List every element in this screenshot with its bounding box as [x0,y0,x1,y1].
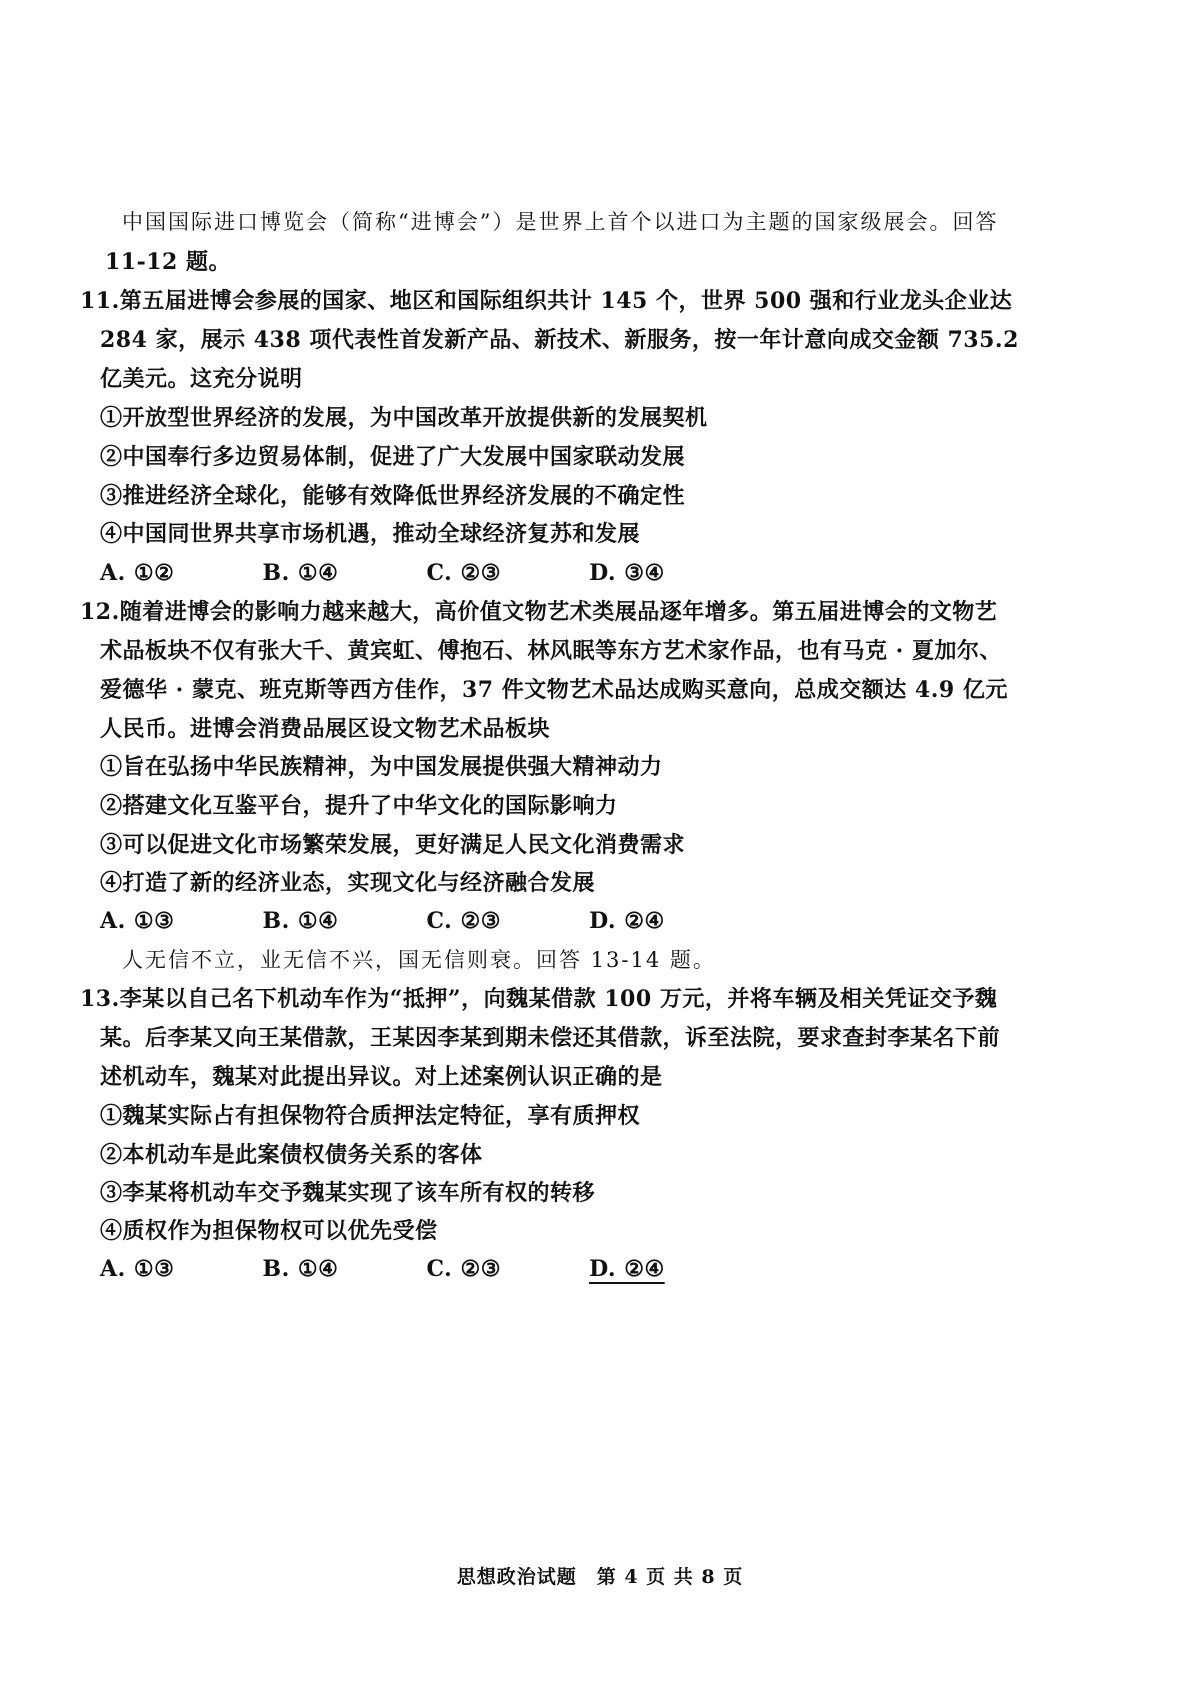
q11-stem-line-1: 11.第五届进博会参展的国家、地区和国际组织共计 145 个，世界 500 强和行业龙头企业达 [80,288,1013,314]
q13-stem-line-3: 述机动车，魏某对此提出异议。对上述案例认识正确的是 [100,1064,663,1090]
q11-stem-line-3: 亿美元。这充分说明 [100,366,303,392]
q13-statement-1: ①魏某实际占有担保物符合质押法定特征，享有质押权 [100,1103,641,1129]
q12-statement-2: ②搭建文化互鉴平台，提升了中华文化的国际影响力 [100,793,618,819]
q13-stem-line-1: 13.李某以自己名下机动车作为“抵押”，向魏某借款 100 万元，并将车辆及相关凭证交予魏 [80,986,998,1012]
q12-statement-1: ①旨在弘扬中华民族精神，为中国发展提供强大精神动力 [100,754,663,780]
q11-option-b[interactable]: B. ①④ [262,560,339,586]
q13-option-a[interactable]: A. ①③ [100,1256,175,1282]
q12-option-a[interactable]: A. ①③ [100,908,175,934]
q11-statement-2: ②中国奉行多边贸易体制，促进了广大发展中国家联动发展 [100,444,686,470]
q11-stem-line-2: 284 家，展示 438 项代表性首发新产品、新技术、新服务，按一年计意向成交金额 735.2 [100,327,1019,353]
q11-statement-4: ④中国同世界共享市场机遇，推动全球经济复苏和发展 [100,521,641,547]
q13-statement-3: ③李某将机动车交予魏某实现了该车所有权的转移 [100,1180,596,1206]
q13-statement-2: ②本机动车是此案债权债务关系的客体 [100,1142,483,1168]
q13-option-c[interactable]: C. ②③ [426,1256,501,1282]
q12-option-b[interactable]: B. ①④ [262,908,339,934]
q11-option-c[interactable]: C. ②③ [426,560,501,586]
intro-11-12-line-1: 中国国际进口博览会（简称“进博会”）是世界上首个以进口为主题的国家级展会。回答 [122,210,999,234]
q12-stem-line-3: 爱德华 · 蒙克、班克斯等西方佳作，37 件文物艺术品达成购买意向，总成交额达 4.9 亿元 [100,677,1008,703]
q13-options [100,1254,745,1284]
q13-option-b[interactable]: B. ①④ [262,1256,339,1282]
q12-stem-line-2: 术品板块不仅有张大千、黄宾虹、傅抱石、林风眠等东方艺术家作品，也有马克 · 夏加尔、 [100,638,1002,664]
q12-statement-3: ③可以促进文化市场繁荣发展，更好满足人民文化消费需求 [100,832,686,858]
intro-13-14-line-1: 人无信不立，业无信不兴，国无信则衰。回答 13-14 题。 [122,948,716,972]
q12-stem-line-1: 12.随着进博会的影响力越来越大，高价值文物艺术类展品逐年增多。第五届进博会的文物艺 [80,599,998,625]
q13-stem-line-2: 某。后李某又向王某借款，王某因李某到期未偿还其借款，诉至法院，要求查封李某名下前 [100,1025,1001,1051]
intro-11-12-line-2: 11-12 题。 [105,249,232,275]
page-footer: 思想政治试题 第 4 页 共 8 页 [456,1566,744,1588]
q12-statement-4: ④打造了新的经济业态，实现文化与经济融合发展 [100,870,596,896]
q12-options [100,906,745,936]
q12-stem-line-4: 人民币。进博会消费品展区设文物艺术品板块 [100,716,551,742]
q11-option-d[interactable]: D. ③④ [589,560,665,586]
q13-statement-4: ④质权作为担保物权可以优先受偿 [100,1218,438,1244]
q12-option-c[interactable]: C. ②③ [426,908,501,934]
q11-options [100,558,745,588]
q11-statement-3: ③推进经济全球化，能够有效降低世界经济发展的不确定性 [100,483,686,509]
q12-option-d[interactable]: D. ②④ [589,908,665,934]
q11-statement-1: ①开放型世界经济的发展，为中国改革开放提供新的发展契机 [100,405,708,431]
q13-option-d[interactable]: D. ②④ [589,1256,665,1282]
q11-option-a[interactable]: A. ①② [100,560,175,586]
